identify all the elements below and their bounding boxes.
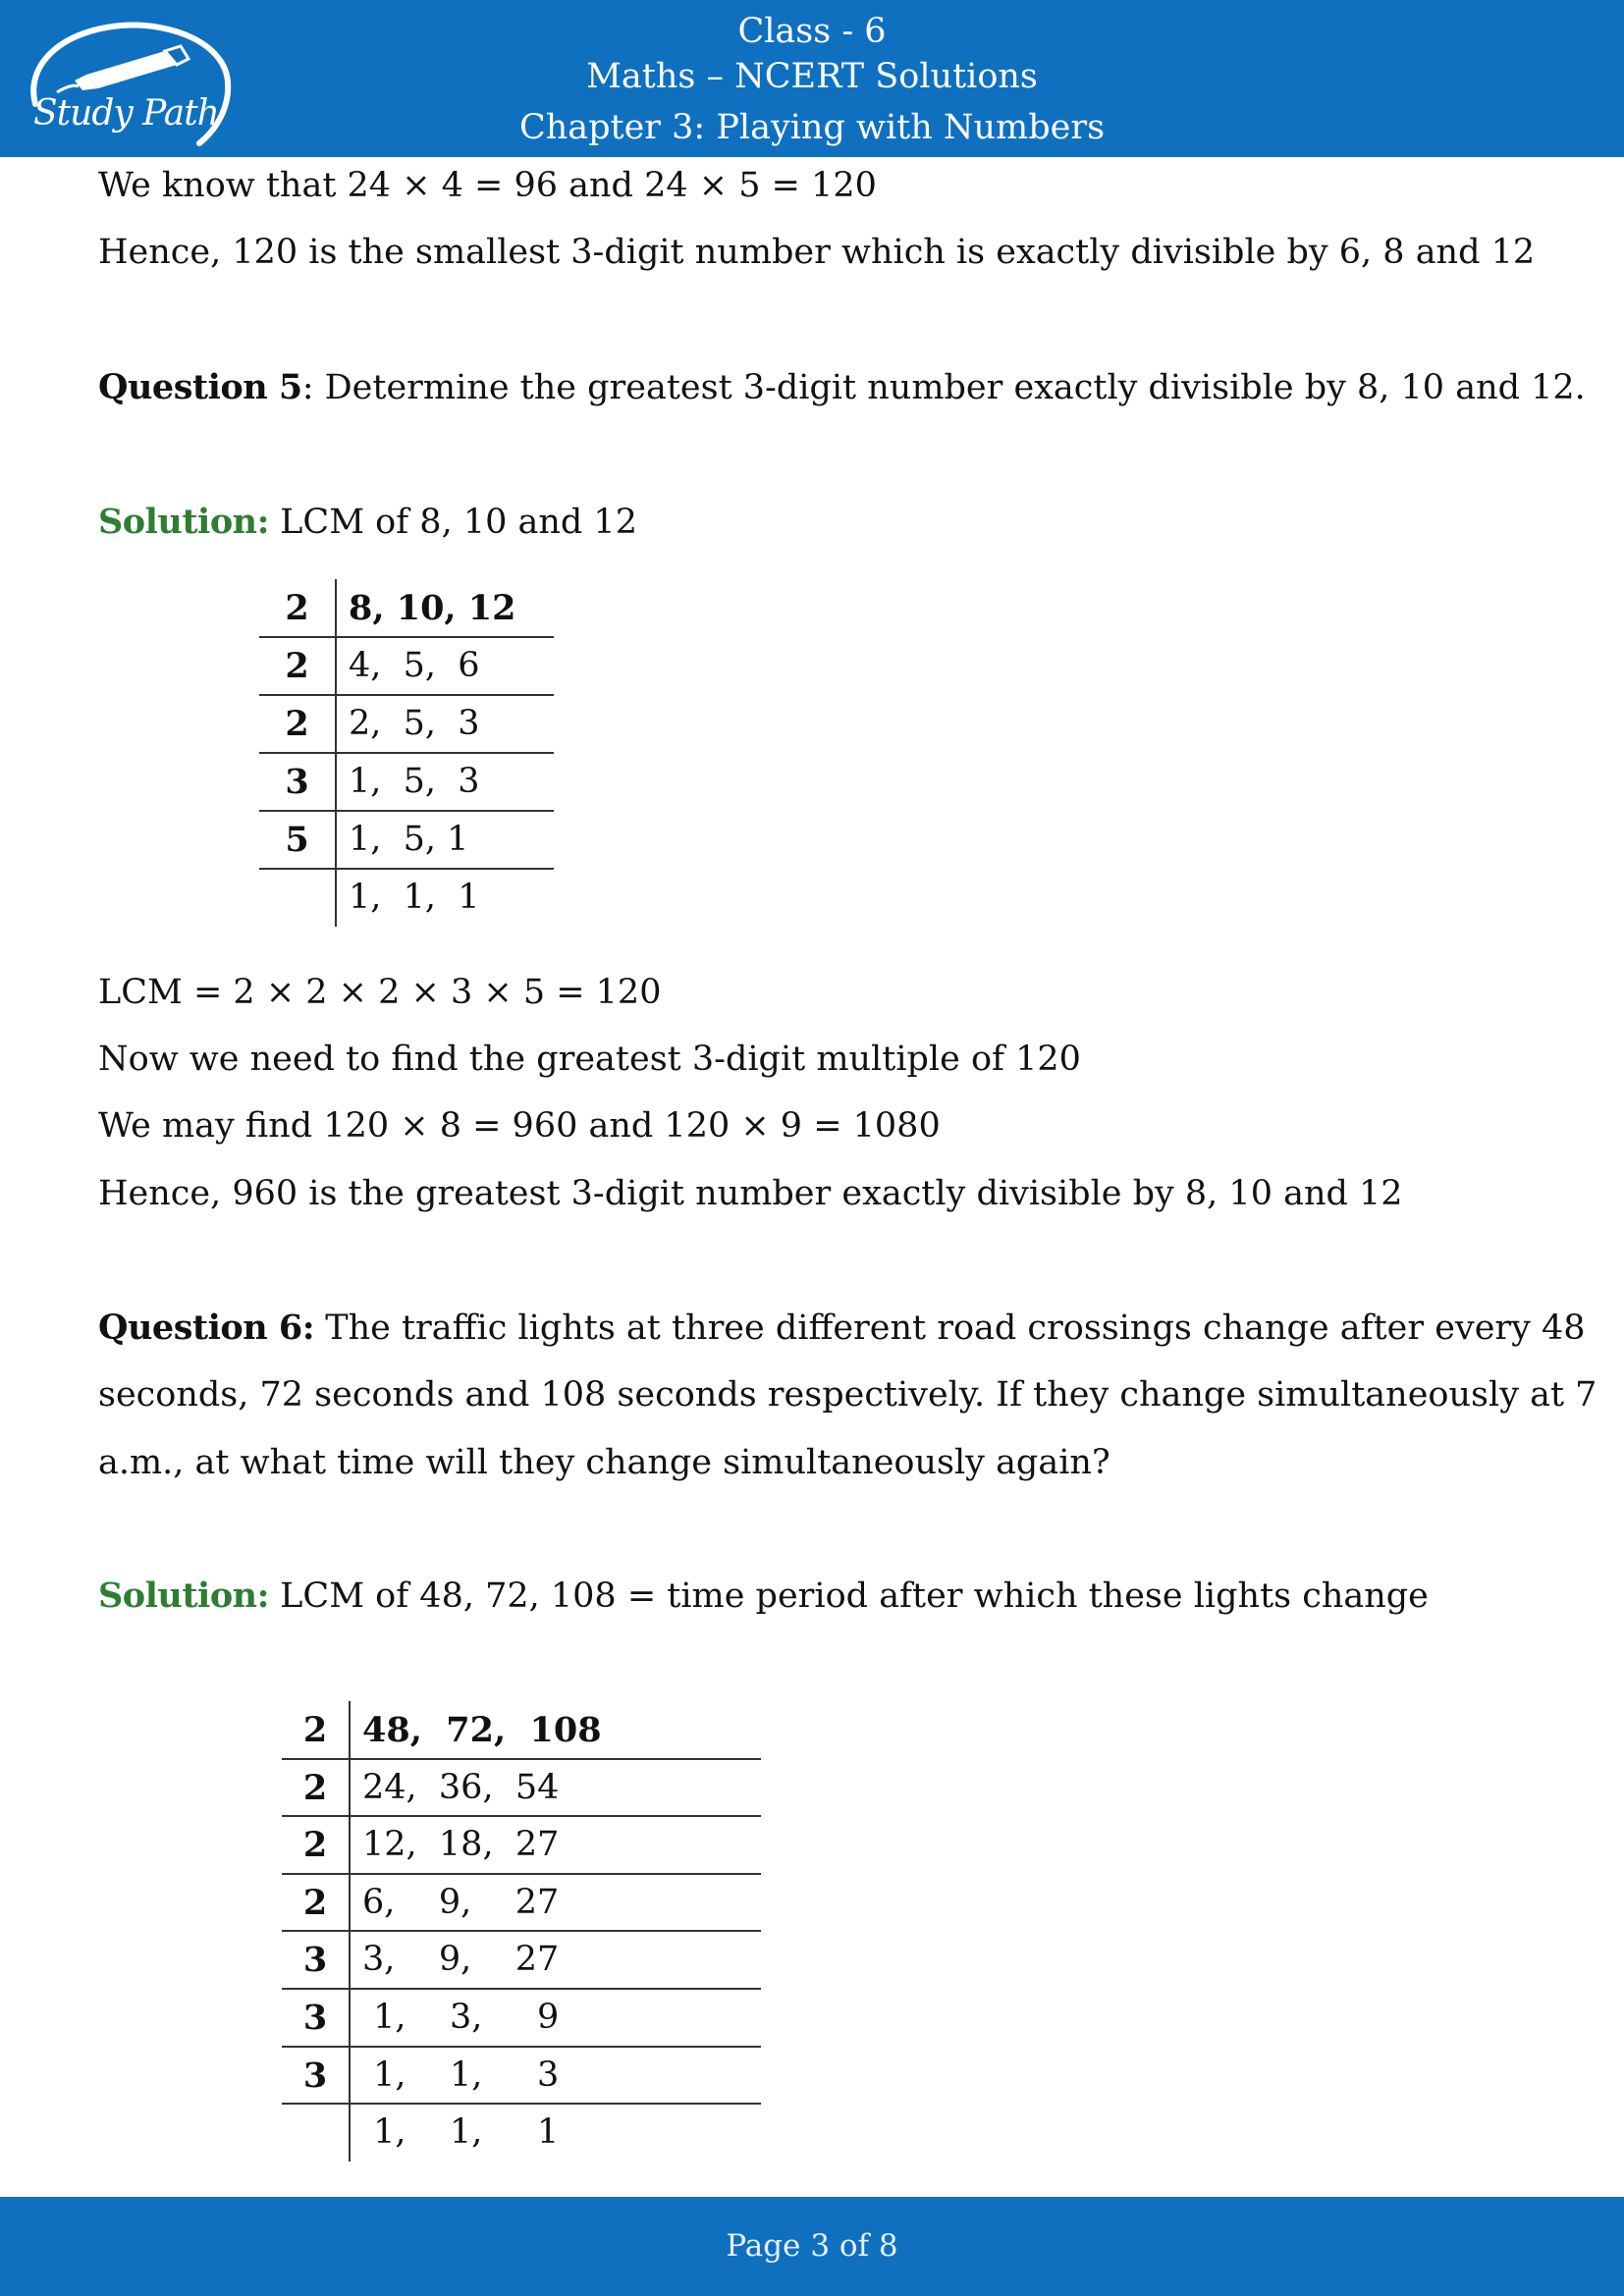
ladder-row [259,637,554,695]
ladder-row [259,753,554,811]
ladder-row [282,1874,761,1932]
ladder-row [282,1989,761,2047]
ladder-quotient: 6, 9, 27 [362,1882,560,1922]
ladder-divider [335,579,337,927]
ladder-row [259,695,554,753]
ladder-divisor: 2 [302,1825,328,1866]
question-5-text: : Determine the greatest 3-digit number exactly divisible by 8, 10 and 12. [301,368,1586,407]
ladder-row [282,2047,761,2105]
ladder-divisor: 3 [302,1940,328,1981]
page-number: Page 3 of 8 [726,2228,898,2264]
ladder-quotient: 1, 1, 1 [362,2112,560,2153]
question-6-text-1: The traffic lights at three different road crossings change after every 48 [314,1308,1586,1348]
lcm-result-5: LCM = 2 × 2 × 2 × 3 × 5 = 120 [98,973,662,1012]
ladder-divisor: 2 [285,704,309,744]
logo-text: Study Path [33,93,219,133]
question-5-label: Question 5 [98,367,302,407]
ladder-row [259,869,554,927]
page-footer [0,2197,1624,2296]
ladder-divisor: 3 [302,1998,328,2038]
solution-5-label: Solution: [98,502,270,542]
ladder-quotient: 48, 72, 108 [362,1710,602,1750]
ladder-quotient: 1, 1, 3 [362,2055,560,2095]
ladder-row [282,1931,761,1989]
ladder-quotient: 1, 5, 3 [349,762,480,801]
ladder-quotient: 1, 1, 1 [349,878,480,917]
solution-6-label: Solution: [98,1575,270,1616]
question-6-line-1 [98,1308,1586,1349]
lcm-ladder-48-72-108 [282,1701,761,2162]
ladder-divisor: 2 [302,1767,328,1808]
ladder-divisor: 3 [285,762,309,802]
paragraph-greatest-multiple: Now we need to find the greatest 3-digit multiple of 120 [98,1040,1081,1079]
ladder-quotient: 1, 3, 9 [362,1998,560,2037]
ladder-quotient: 12, 18, 27 [362,1825,560,1865]
paragraph-we-may-find: We may find 120 × 8 = 960 and 120 × 9 = 1080 [98,1106,941,1146]
header-class: Class - 6 [737,12,887,51]
ladder-quotient: 3, 9, 27 [362,1940,560,1980]
header-subject: Maths – NCERT Solutions [586,57,1038,96]
solution-5-text: LCM of 8, 10 and 12 [269,503,637,542]
ladder-quotient: 24, 36, 54 [362,1767,560,1807]
ladder-quotient: 4, 5, 6 [349,646,480,685]
ladder-row [259,579,554,637]
solution-5 [98,502,637,543]
ladder-row [282,1701,761,1759]
ladder-row [282,1816,761,1874]
question-6-line-2: seconds, 72 seconds and 108 seconds respectively. If they change simultaneously at 7 [98,1375,1597,1415]
ladder-divisor: 2 [302,1710,328,1750]
ladder-divisor: 5 [285,820,309,860]
solution-6-text: LCM of 48, 72, 108 = time period after which these lights change [269,1576,1429,1616]
question-6-line-3: a.m., at what time will they change simultaneously again? [98,1443,1110,1482]
ladder-divisor: 3 [302,2055,328,2096]
ladder-divisor: 2 [285,588,309,628]
ladder-row [282,1759,761,1817]
ladder-divider [349,1701,351,2162]
paragraph-we-know: We know that 24 × 4 = 96 and 24 × 5 = 120 [98,166,877,205]
header-chapter: Chapter 3: Playing with Numbers [518,108,1106,147]
paragraph-hence-120: Hence, 120 is the smallest 3-digit number which is exactly divisible by 6, 8 and 12 [98,233,1536,272]
page-header [0,0,1624,157]
ladder-quotient: 1, 5, 1 [349,820,469,859]
solution-6 [98,1575,1429,1617]
ladder-row [282,2104,761,2162]
lcm-ladder-8-10-12 [259,579,554,927]
ladder-quotient: 2, 5, 3 [349,704,480,743]
ladder-divisor: 2 [302,1882,328,1923]
question-6-label: Question 6: [98,1308,315,1348]
ladder-quotient: 8, 10, 12 [349,588,516,628]
question-5 [98,367,1586,408]
ladder-divisor: 2 [285,646,309,686]
paragraph-hence-960: Hence, 960 is the greatest 3-digit number exactly divisible by 8, 10 and 12 [98,1174,1403,1213]
ladder-row [259,811,554,869]
